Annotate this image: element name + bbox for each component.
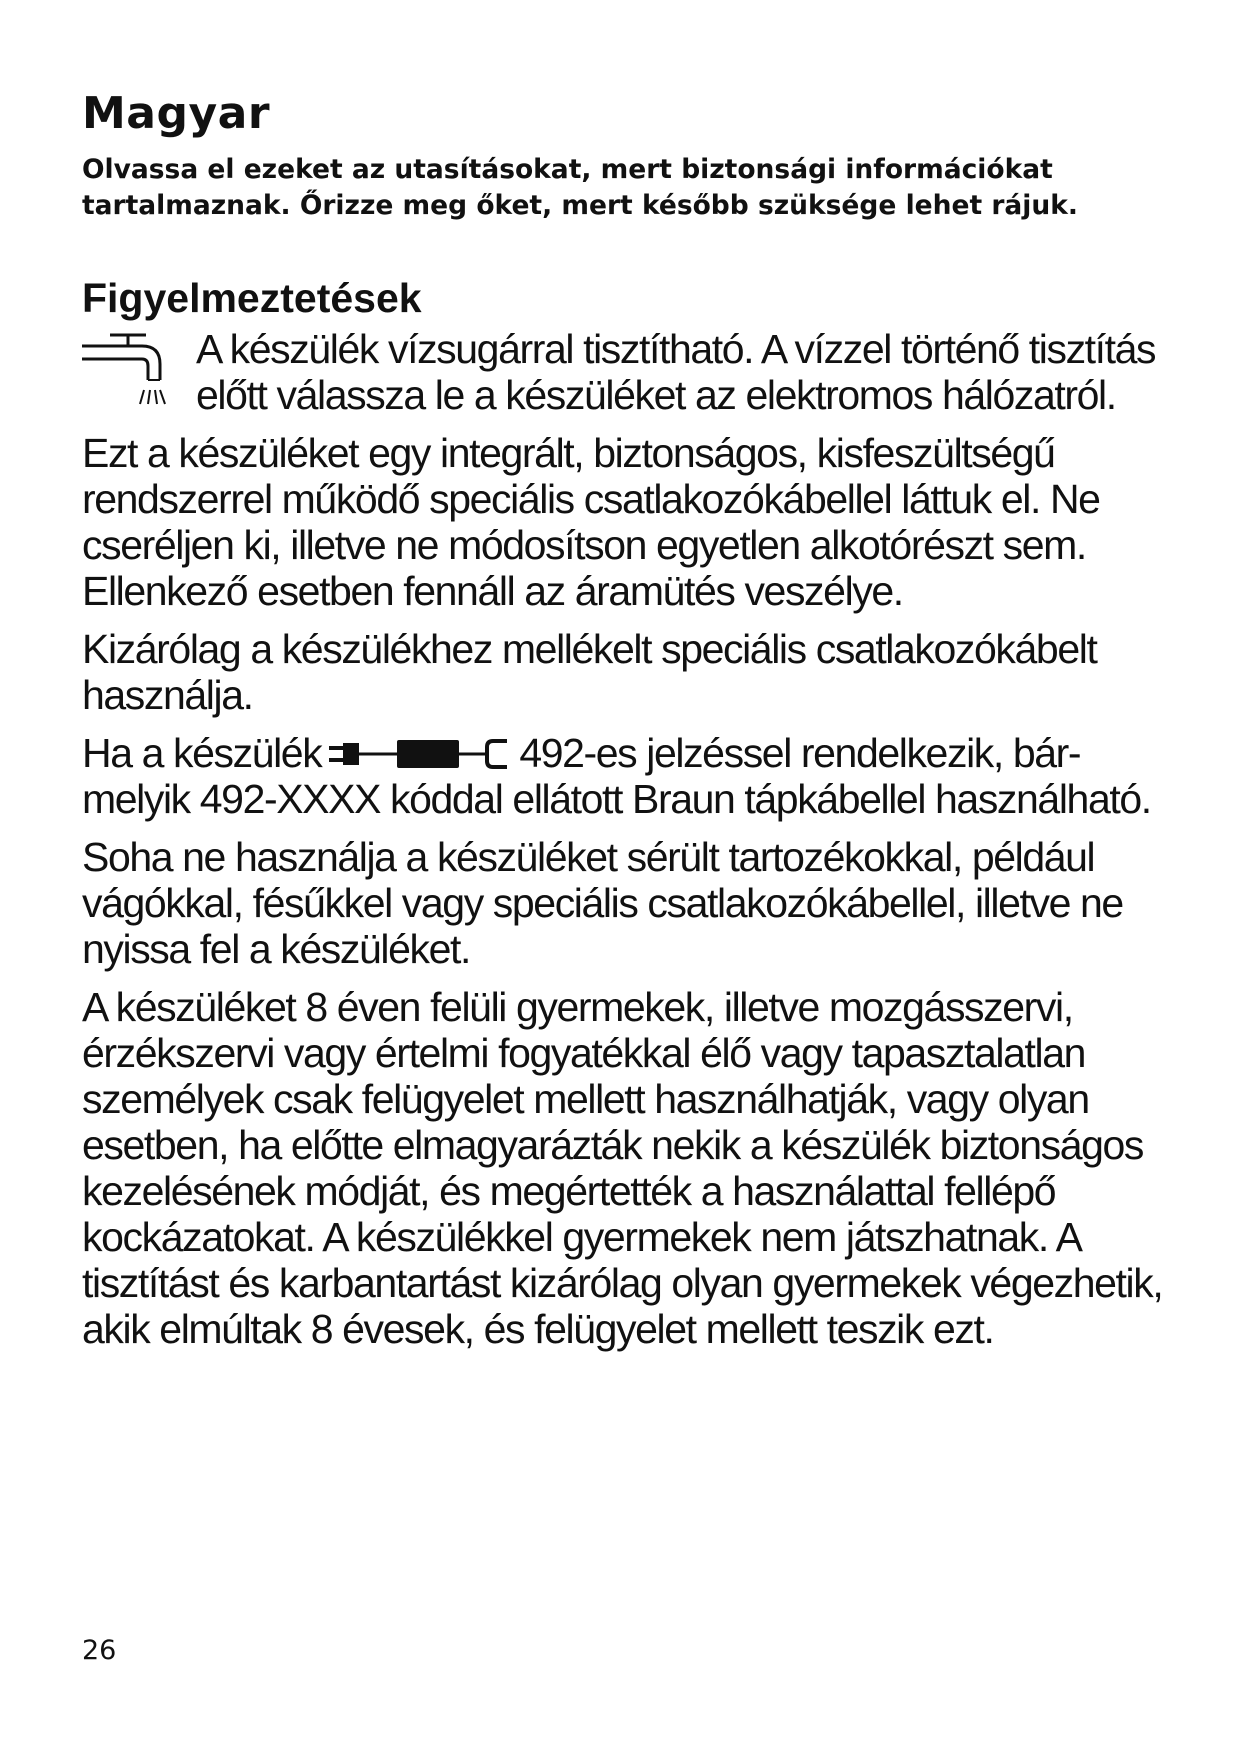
warning-paragraph-5: A készüléket 8 éven felüli gyermekek, illetve mozgásszervi, érzékszervi vagy értelmi fogyatékkal élő vagy tapasztalatlan személyek csak felügyelet mellett használhatják, vagy olyan esetben, ha előtte elmagyarázták nekik a készülék biztonságos kezelésének módját, és megértették a használattal fellépő kockázatokat. A készülékkel gyermekek nem játszhatnak. A tisztítást és karbantartást kizárólag olyan gyermekek végezhetik, akik elmúltak 8 évesek, és felügyelet mellett teszik ezt. (82, 984, 1163, 1352)
manual-page (82, 84, 1172, 1352)
intro-text: Olvassa el ezeket az utasításokat, mert biztonsági információkat tartalmaznak. Őrizze meg őket, mert később szüksége lehet rájuk. (82, 154, 1078, 221)
water-cleaning-text: A készülék vízsugárral tisztítható. A vízzel történő tisztítás előtt válassza le a készüléket az elektromos hálózatról. (196, 326, 1156, 418)
water-tap-icon (82, 330, 172, 426)
language-title: Magyar (82, 88, 271, 139)
page-number: 26 (82, 1635, 117, 1666)
para3-before-text: Ha a készülék (82, 730, 322, 776)
warning-paragraph-3 (82, 730, 1172, 822)
power-cord-plug-icon (327, 737, 517, 771)
warnings-heading: Figyelmeztetések (82, 275, 422, 321)
warning-paragraph-2: Kizárólag a készülékhez mellékelt speciális csatlakozókábelt használja. (82, 626, 1097, 718)
warning-paragraph-4: Soha ne használja a készüléket sérült tartozékokkal, például vágókkal, fésűkkel vagy speciális csatlakozókábellel, illetve ne nyissa fel a készüléket. (82, 834, 1123, 972)
water-cleaning-notice (82, 326, 1172, 418)
para3-after-text: 492-es jelzéssel rendelkezik, bármelyik 492-XXXX kóddal ellátott Braun tápkábellel használható. (82, 730, 1151, 822)
warning-paragraph-1: Ezt a készüléket egy integrált, biztonságos, kisfeszültségű rendszerrel működő speciális csatlakozókábellel láttuk el. Ne cseréljen ki, illetve ne módosítson egyetlen alkotórészt sem. Ellenkező esetben fennáll az áramütés veszélye. (82, 430, 1100, 614)
